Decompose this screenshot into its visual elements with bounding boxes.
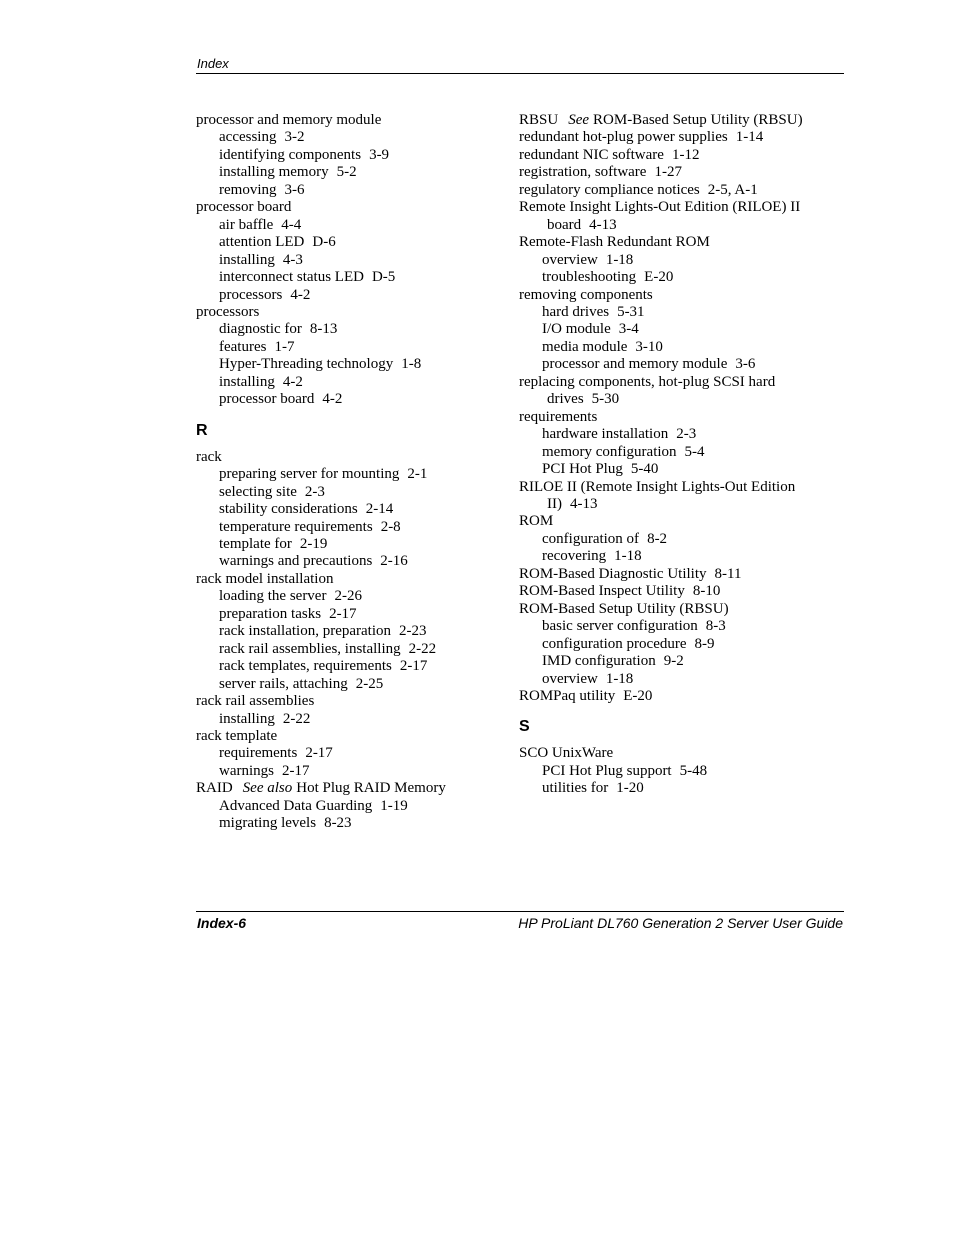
entry-term: hard drives bbox=[542, 303, 610, 320]
entry-term: warnings and precautions bbox=[219, 553, 373, 570]
entry-term: warnings bbox=[219, 762, 274, 779]
entry-term: installing bbox=[219, 373, 275, 390]
page-reference: 2-3 bbox=[304, 483, 325, 500]
entry-term: loading the server bbox=[219, 588, 327, 605]
entry-term: configuration procedure bbox=[542, 635, 687, 652]
index-subentry bbox=[519, 636, 819, 653]
index-subentry bbox=[519, 252, 819, 269]
index-entry bbox=[519, 513, 819, 530]
entry-term: PCI Hot Plug bbox=[542, 461, 623, 478]
index-subentry bbox=[519, 356, 819, 373]
index-column-right bbox=[519, 112, 819, 798]
index-entry bbox=[519, 129, 819, 146]
entry-term: RILOE II (Remote Insight Lights-Out Edition II) bbox=[519, 478, 796, 512]
page-reference: 2-19 bbox=[299, 535, 328, 552]
page-reference: 1-12 bbox=[671, 146, 700, 163]
page-reference: 2-17 bbox=[329, 605, 357, 622]
page-reference: 2-17 bbox=[282, 762, 310, 779]
index-entry bbox=[519, 234, 819, 251]
entry-term: diagnostic for bbox=[219, 321, 302, 338]
page-reference: 4-13 bbox=[570, 495, 598, 512]
index-entry bbox=[196, 780, 496, 797]
entry-term: SCO UnixWare bbox=[519, 745, 614, 762]
index-subentry bbox=[519, 304, 819, 321]
index-subentry bbox=[196, 321, 496, 338]
index-subentry bbox=[519, 444, 819, 461]
entry-term: rack template bbox=[196, 727, 278, 744]
entry-term: RAID bbox=[196, 780, 233, 797]
entry-term: regulatory compliance notices bbox=[519, 181, 700, 198]
page-reference: D-6 bbox=[312, 234, 336, 251]
entry-term: ROM bbox=[519, 513, 554, 530]
index-entry bbox=[519, 112, 819, 129]
page-reference: 4-4 bbox=[281, 216, 302, 233]
index-entry bbox=[519, 583, 819, 600]
index-subentry bbox=[196, 484, 496, 501]
entry-term: processor board bbox=[196, 199, 292, 216]
entry-term: rack rail assemblies, installing bbox=[219, 640, 401, 657]
entry-term: temperature requirements bbox=[219, 518, 373, 535]
page-reference: 5-4 bbox=[684, 443, 705, 460]
index-entry bbox=[519, 601, 819, 618]
page-reference: 3-2 bbox=[284, 129, 305, 146]
page-reference: 5-2 bbox=[336, 164, 357, 181]
index-subentry bbox=[196, 798, 496, 815]
page-reference: 8-9 bbox=[694, 635, 715, 652]
index-subentry bbox=[196, 164, 496, 181]
index-entry bbox=[519, 287, 819, 304]
page-reference: 1-27 bbox=[654, 164, 682, 181]
entry-term: attention LED bbox=[219, 234, 305, 251]
page-reference: 5-40 bbox=[630, 461, 659, 478]
page-reference: 8-11 bbox=[714, 565, 742, 582]
index-entry bbox=[196, 571, 496, 588]
entry-term: accessing bbox=[219, 129, 277, 146]
page-reference: 1-20 bbox=[616, 780, 644, 797]
entry-term: rack model installation bbox=[196, 570, 334, 587]
entry-term: server rails, attaching bbox=[219, 675, 348, 692]
index-subentry bbox=[196, 234, 496, 251]
section-letter-r: R bbox=[196, 421, 208, 439]
page-reference: 1-14 bbox=[735, 129, 764, 146]
index-subentry bbox=[519, 269, 819, 286]
page-reference: 3-6 bbox=[284, 181, 305, 198]
page-reference: 2-14 bbox=[365, 501, 394, 518]
index-subentry bbox=[196, 553, 496, 570]
entry-term: template for bbox=[219, 535, 292, 552]
page-reference: 4-3 bbox=[282, 251, 303, 268]
page-reference: 2-8 bbox=[380, 518, 401, 535]
index-subentry bbox=[196, 641, 496, 658]
index-entry bbox=[196, 449, 496, 466]
page-reference: 2-26 bbox=[334, 588, 362, 605]
index-subentry bbox=[196, 129, 496, 146]
entry-term: recovering bbox=[542, 548, 607, 565]
index-subentry bbox=[519, 763, 819, 780]
see-reference-target: ROM-Based Setup Utility (RBSU) bbox=[593, 112, 803, 128]
entry-term: media module bbox=[542, 338, 628, 355]
entry-term: ROMPaq utility bbox=[519, 687, 616, 704]
page-reference: 4-13 bbox=[589, 216, 617, 233]
entry-term: installing bbox=[219, 251, 275, 268]
entry-term: ROM-Based Inspect Utility bbox=[519, 583, 685, 600]
section-letter-s: S bbox=[519, 718, 530, 736]
entry-term: interconnect status LED bbox=[219, 269, 364, 286]
entry-term: stability considerations bbox=[219, 501, 358, 518]
page-reference: 2-22 bbox=[282, 710, 311, 727]
page-reference: 2-5, A-1 bbox=[707, 181, 758, 198]
entry-term: preparing server for mounting bbox=[219, 466, 400, 483]
index-subentry bbox=[519, 653, 819, 670]
index-subentry bbox=[196, 356, 496, 373]
entry-term: RBSU bbox=[519, 112, 559, 128]
entry-term: Hyper-Threading technology bbox=[219, 356, 394, 373]
page-reference: 8-10 bbox=[692, 583, 721, 600]
index-entry bbox=[519, 147, 819, 164]
page-reference: 1-18 bbox=[605, 251, 634, 268]
entry-term: overview bbox=[542, 670, 598, 687]
page-reference: E-20 bbox=[623, 687, 653, 704]
index-entry bbox=[196, 112, 496, 129]
entry-term: PCI Hot Plug support bbox=[542, 762, 672, 779]
index-column-left bbox=[196, 112, 496, 833]
page-reference: E-20 bbox=[644, 269, 674, 286]
entry-term: basic server configuration bbox=[542, 618, 698, 635]
index-subentry bbox=[196, 745, 496, 762]
index-entry bbox=[196, 693, 496, 710]
entry-term: selecting site bbox=[219, 483, 297, 500]
index-subentry bbox=[196, 763, 496, 780]
entry-term: removing components bbox=[519, 286, 653, 303]
index-subentry bbox=[196, 623, 496, 640]
page-reference: 3-6 bbox=[735, 356, 756, 373]
page-reference: 2-17 bbox=[399, 658, 428, 675]
index-subentry bbox=[196, 339, 496, 356]
index-subentry bbox=[196, 536, 496, 553]
entry-term: replacing components, hot-plug SCSI hard drives bbox=[519, 373, 776, 408]
page-reference: 9-2 bbox=[663, 653, 684, 670]
entry-term: rack installation, preparation bbox=[219, 623, 392, 640]
entry-term: processor and memory module bbox=[196, 112, 382, 128]
entry-term: processor board bbox=[219, 391, 315, 408]
page-reference: 3-9 bbox=[369, 146, 390, 163]
page-reference: 8-3 bbox=[705, 618, 726, 635]
page-reference: 8-13 bbox=[309, 321, 338, 338]
index-subentry bbox=[196, 147, 496, 164]
page-reference: 1-19 bbox=[380, 797, 408, 814]
entry-term: air baffle bbox=[219, 216, 274, 233]
index-subentry bbox=[196, 658, 496, 675]
page-reference: 8-23 bbox=[324, 815, 352, 832]
index-subentry bbox=[519, 531, 819, 548]
page-reference: 4-2 bbox=[322, 391, 343, 408]
entry-term: ROM-Based Setup Utility (RBSU) bbox=[519, 600, 729, 617]
page-reference: 8-2 bbox=[647, 530, 668, 547]
index-entry bbox=[519, 409, 819, 426]
entry-term: requirements bbox=[219, 745, 298, 762]
index-entry bbox=[519, 164, 819, 181]
page-reference: 2-23 bbox=[399, 623, 427, 640]
index-subentry bbox=[196, 815, 496, 832]
see-reference-label: See bbox=[568, 112, 590, 128]
index-subentry bbox=[519, 339, 819, 356]
footer-rule bbox=[196, 911, 844, 912]
entry-term: Remote Insight Lights-Out Edition (RILOE) II board bbox=[519, 199, 801, 233]
page-reference: 2-17 bbox=[305, 745, 333, 762]
see-reference-label: See also bbox=[242, 780, 293, 797]
index-subentry bbox=[519, 618, 819, 635]
entry-term: processors bbox=[219, 286, 283, 303]
index-subentry bbox=[519, 548, 819, 565]
index-entry bbox=[519, 199, 819, 234]
index-entry bbox=[196, 199, 496, 216]
page-reference: 1-7 bbox=[274, 338, 295, 355]
index-subentry bbox=[196, 676, 496, 693]
index-subentry bbox=[519, 780, 819, 797]
index-subentry bbox=[196, 391, 496, 408]
header-rule bbox=[196, 73, 844, 74]
page-reference: 2-22 bbox=[408, 640, 437, 657]
index-subentry bbox=[196, 374, 496, 391]
index-subentry bbox=[196, 501, 496, 518]
index-entry bbox=[519, 745, 819, 762]
index-subentry bbox=[196, 711, 496, 728]
entry-term: troubleshooting bbox=[542, 269, 637, 286]
entry-term: identifying components bbox=[219, 146, 362, 163]
entry-term: Advanced Data Guarding bbox=[219, 797, 373, 814]
entry-term: registration, software bbox=[519, 164, 647, 181]
index-subentry bbox=[196, 606, 496, 623]
page-reference: 5-31 bbox=[617, 303, 645, 320]
entry-term: IMD configuration bbox=[542, 653, 656, 670]
entry-term: redundant NIC software bbox=[519, 146, 664, 163]
entry-term: preparation tasks bbox=[219, 605, 322, 622]
entry-term: requirements bbox=[519, 408, 598, 425]
index-entry bbox=[519, 182, 819, 199]
entry-term: memory configuration bbox=[542, 443, 677, 460]
page-reference: D-5 bbox=[371, 269, 396, 286]
page-reference: 1-8 bbox=[401, 356, 422, 373]
entry-term: I/O module bbox=[542, 321, 611, 338]
index-subentry bbox=[519, 671, 819, 688]
entry-term: hardware installation bbox=[542, 426, 669, 443]
entry-term: removing bbox=[219, 181, 277, 198]
index-subentry bbox=[196, 182, 496, 199]
index-subentry bbox=[196, 466, 496, 483]
page-reference: 2-1 bbox=[407, 466, 428, 483]
index-subentry bbox=[196, 252, 496, 269]
entry-term: redundant hot-plug power supplies bbox=[519, 129, 728, 146]
index-subentry bbox=[196, 217, 496, 234]
entry-term: configuration of bbox=[542, 530, 640, 547]
entry-term: installing memory bbox=[219, 164, 329, 181]
page-reference: 1-18 bbox=[605, 670, 634, 687]
running-header: Index bbox=[197, 56, 229, 71]
page-reference: 2-16 bbox=[380, 553, 408, 570]
index-subentry bbox=[519, 426, 819, 443]
entry-term: rack rail assemblies bbox=[196, 693, 315, 710]
entry-term: rack bbox=[196, 448, 222, 465]
index-subentry bbox=[519, 461, 819, 478]
index-subentry bbox=[196, 287, 496, 304]
entry-term: processor and memory module bbox=[542, 356, 728, 373]
index-entry bbox=[196, 728, 496, 745]
entry-term: utilities for bbox=[542, 780, 609, 797]
page-reference: 1-18 bbox=[614, 548, 642, 565]
index-entry bbox=[519, 479, 819, 514]
page-reference: 4-2 bbox=[290, 286, 311, 303]
entry-term: overview bbox=[542, 251, 598, 268]
entry-term: ROM-Based Diagnostic Utility bbox=[519, 565, 707, 582]
entry-term: installing bbox=[219, 710, 275, 727]
see-reference-target: Hot Plug RAID Memory bbox=[296, 780, 446, 797]
page-reference: 4-2 bbox=[282, 373, 303, 390]
entry-term: processors bbox=[196, 303, 260, 320]
index-subentry bbox=[519, 321, 819, 338]
page-reference: 5-48 bbox=[679, 762, 708, 779]
page-reference: 2-25 bbox=[355, 675, 384, 692]
page-number: Index-6 bbox=[197, 915, 247, 931]
index-subentry bbox=[196, 588, 496, 605]
index-subentry bbox=[196, 269, 496, 286]
document-title: HP ProLiant DL760 Generation 2 Server User Guide bbox=[518, 915, 843, 931]
page-reference: 5-30 bbox=[591, 391, 620, 408]
index-entry bbox=[519, 374, 819, 409]
index-entry bbox=[519, 688, 819, 705]
entry-term: rack templates, requirements bbox=[219, 658, 392, 675]
index-subentry bbox=[196, 519, 496, 536]
index-entry bbox=[196, 304, 496, 321]
entry-term: migrating levels bbox=[219, 815, 317, 832]
page-reference: 3-4 bbox=[618, 321, 639, 338]
entry-term: Remote-Flash Redundant ROM bbox=[519, 234, 710, 251]
entry-term: features bbox=[219, 338, 267, 355]
index-entry bbox=[519, 566, 819, 583]
page-reference: 3-10 bbox=[635, 338, 663, 355]
page-reference: 2-3 bbox=[676, 426, 697, 443]
